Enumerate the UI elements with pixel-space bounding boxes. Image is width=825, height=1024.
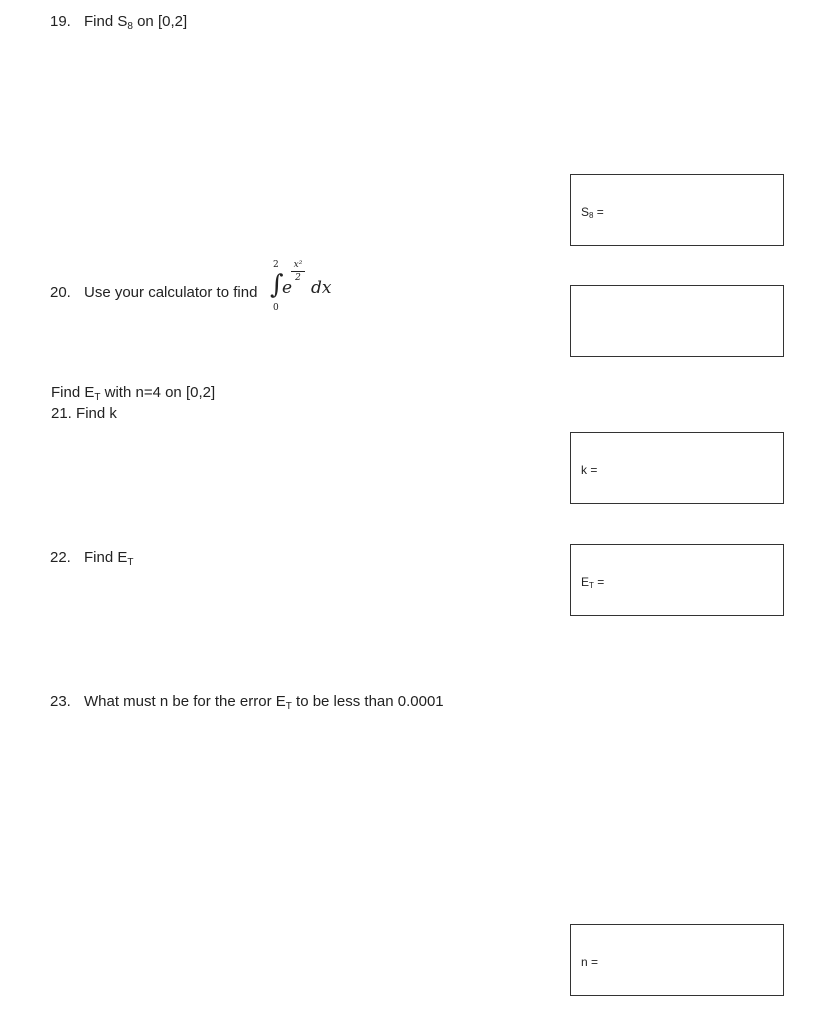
integral-upper-limit: 2 — [273, 260, 279, 270]
question-19 — [50, 13, 187, 33]
question-number: 21. — [51, 405, 72, 422]
question-text: Use your calculator to find — [84, 284, 258, 301]
question-number: 19. — [50, 13, 71, 30]
integral-differential: dx — [311, 278, 332, 298]
answer-box-integral[interactable] — [570, 285, 784, 357]
integrand-exponent: x² 2 — [291, 260, 305, 283]
question-number: 22. — [50, 549, 71, 566]
answer-box-et[interactable] — [570, 544, 784, 616]
answer-box-k[interactable] — [570, 432, 784, 504]
question-number: 23. — [50, 693, 71, 710]
integral-lower-limit: 0 — [273, 303, 279, 313]
question-text: Find k — [76, 405, 117, 422]
question-text: Find $S_8$ on [0,2] — [84, 13, 188, 32]
section-heading-et: Find $E_T$ with n=4 on [0,2] — [51, 384, 216, 403]
question-22 — [50, 549, 133, 569]
answer-label-n: n = — [581, 955, 599, 969]
answer-label-et: ET = — [581, 575, 605, 590]
question-number: 20. — [50, 284, 71, 301]
answer-label-k: k = — [581, 463, 598, 477]
answer-label-s8: S8 = — [581, 205, 604, 220]
integral-expression — [266, 258, 346, 322]
answer-box-s8[interactable] — [570, 174, 784, 246]
question-20 — [50, 284, 257, 302]
integral-sign-icon: ∫ — [270, 270, 284, 300]
question-text: What must n be for the error $E_T$ to be less than 0.0001 — [84, 693, 444, 712]
integrand-base: e — [282, 278, 293, 298]
answer-box-n[interactable] — [570, 924, 784, 996]
question-text: Find $E_T$ — [84, 549, 134, 568]
question-21 — [51, 405, 117, 423]
question-23 — [50, 693, 444, 713]
